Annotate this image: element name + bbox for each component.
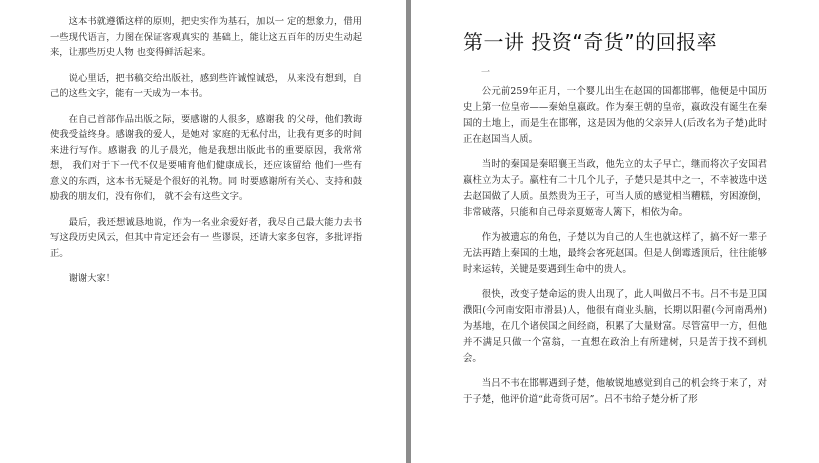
right-paragraph-1: 公元前259年正月，一个婴儿出生在赵国的国都邯郸，他便是中国历史上第一位皇帝——秦始皇嬴政。作为秦王朝的皇帝，嬴政没有诞生在秦国的土地上，而是生在邯郸，这是因为他的父亲异人(后改名为子楚)此时正在赵国当人质。 xyxy=(463,86,767,145)
right-paragraph-3: 作为被遗忘的角色，子楚以为自己的人生也就这样了，搞不好一辈子无法再踏上秦国的土地，最终会客死赵国。但是人倒霉透顶后，往往能够时来运转，关键是要遇到生命中的贵人。 xyxy=(463,232,767,275)
left-paragraph-1: 这本书就遵循这样的原则，把史实作为基石，加以一 定的想象力，借用一些现代语言，力图在保证客观真实的 基础上，能让这五百年的历史生动起来，让那些历史人物 也变得鲜活起来。 xyxy=(50,16,362,58)
chapter-title: 第一讲 投资“奇货”的回报率 xyxy=(463,30,718,54)
left-paragraph-2: 说心里话，把书稿交给出版社，感到些许诚惶诚恐， 从来没有想到，自己的这些文字，能有一天成为一本书。 xyxy=(50,72,362,99)
right-paragraph-5: 当吕不韦在邯郸遇到子楚，他敏锐地感觉到自己的机会终于来了，对于子楚，他评价道“此奇货可居”。吕不韦给子楚分析了形 xyxy=(463,378,767,405)
section-number: 一 xyxy=(481,68,491,78)
left-paragraph-3: 在自己首部作品出版之际，要感谢的人很多，感谢我 的父母，他们教诲使我受益终身。感谢我的爱人，是她对 家庭的无私付出，让我有更多的时间来进行写作。感谢我 的儿子晨光，他是我想出版此书的重要原因，我常常想， 我们对于下一代不仅是要哺育他们健康成长，还应该留给 他们一些有意义的东西，这本书无疑是个很好的礼物。同 时要感谢所有关心、支持和鼓励我的朋友们，没有你们， 就不会有这些文字。 xyxy=(50,113,362,202)
right-page xyxy=(411,0,819,463)
right-paragraph-4: 很快，改变子楚命运的贵人出现了，此人叫做吕不韦。吕不韦是卫国濮阳(今河南安阳市滑县)人，他很有商业头脑，长期以阳翟(今河南禹州)为基地，在几个诸侯国之间经商，积累了大量财富。尽管富甲一方，但他并不满足只做一个富翁，一直想在政治上有所建树，只是苦于找不到机会。 xyxy=(463,289,767,364)
right-paragraph-2: 当时的秦国是秦昭襄王当政，他先立的太子早亡，继而将次子安国君嬴柱立为太子。嬴柱有二十几个儿子，子楚只是其中之一，不幸被选中送去赵国做了人质。虽然贵为王子，可当人质的感觉相当糟糕，穷困潦倒，非常破落，只能和自己母亲夏姬寄人篱下，相依为命。 xyxy=(463,159,767,218)
left-paragraph-thanks: 谢谢大家！ xyxy=(68,273,116,284)
left-paragraph-4: 最后，我还想诚恳地说，作为一名业余爱好者，我尽自己最大能力去书写这段历史风云，但其中肯定还会有一 些谬误，还请大家多包容，多批评指正。 xyxy=(50,216,362,259)
left-page xyxy=(0,0,406,463)
